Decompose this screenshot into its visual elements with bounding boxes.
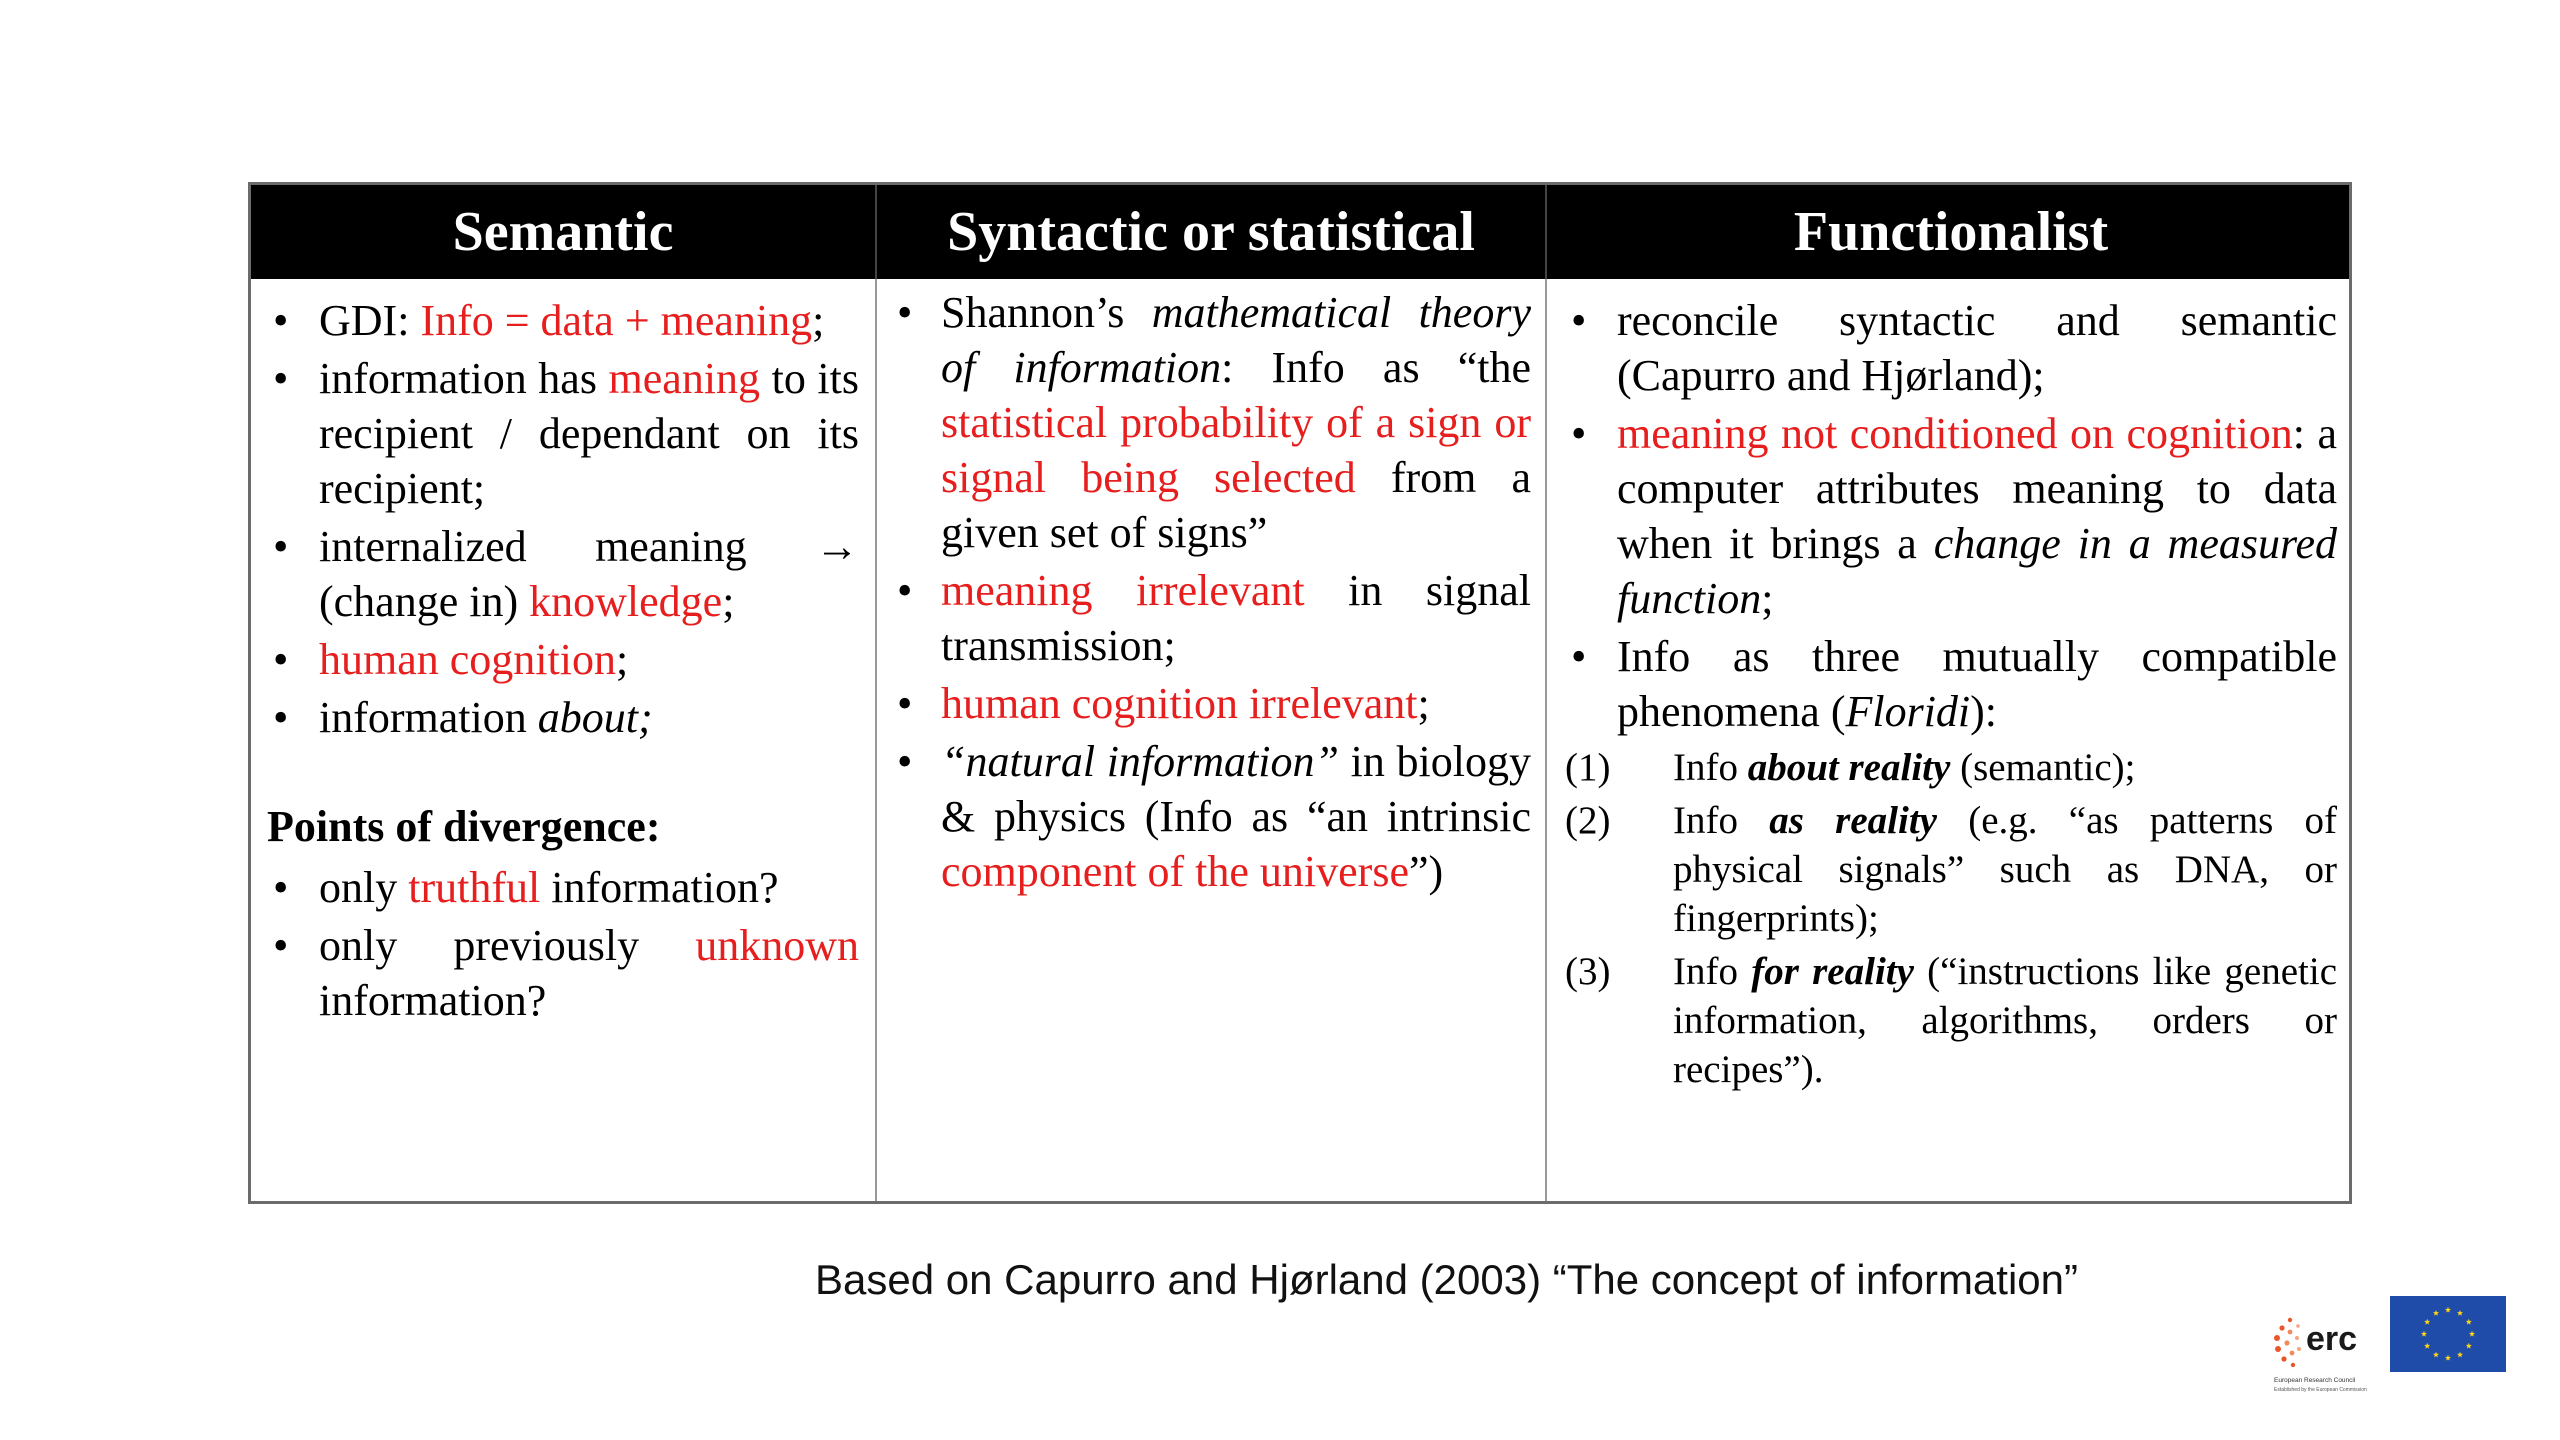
list-item (267, 293, 859, 348)
text: information has (319, 354, 609, 403)
item-number: (2) (1565, 799, 1611, 842)
highlight: knowledge (529, 577, 723, 626)
item-text (1673, 796, 2337, 943)
text: information? (319, 976, 547, 1025)
list-item (267, 860, 859, 915)
text: Info as three mutually compatible phenomena ( (1617, 632, 2337, 736)
text: to its recipient / dependant on its recipient; (319, 354, 860, 513)
item-text (1673, 947, 2337, 1094)
divergence-title: Points of divergence: (267, 802, 661, 851)
highlight: component of the universe (941, 847, 1409, 896)
erc-logo (2268, 1290, 2383, 1400)
erc-dots-icon (2274, 1318, 2301, 1367)
bold-italic-text: for reality (1751, 950, 1914, 993)
text: ”) (1408, 847, 1444, 896)
list-item (1565, 629, 2337, 739)
text: from a given set of signs” (941, 453, 1532, 557)
header-semantic: Semantic (251, 185, 877, 279)
highlight: unknown (695, 921, 859, 970)
text: ; (615, 635, 629, 684)
text: (“instructions like genetic information, algorithms, orders or recipes”). (1673, 950, 2337, 1091)
source-caption: Based on Capurro and Hjørland (2003) “The concept of information” (815, 1256, 2078, 1303)
list-item (1565, 406, 2337, 626)
header-functionalist: Functionalist (1793, 201, 2109, 263)
comparison-table (248, 182, 2352, 1204)
highlight: truthful (408, 863, 541, 912)
bold-italic-text: as reality (1769, 799, 1937, 842)
list-item (891, 563, 1531, 673)
functionalist-list (1565, 293, 2337, 739)
item-number: (1) (1565, 746, 1611, 789)
syntactic-list (891, 285, 1531, 899)
italic-text: Floridi (1845, 687, 1971, 736)
eu-flag-icon (2390, 1296, 2506, 1372)
erc-tagline: European Research Council (2274, 1377, 2356, 1384)
list-item (1565, 947, 2337, 1094)
item-number: (3) (1565, 950, 1611, 993)
list-item (891, 676, 1531, 731)
text: only (319, 863, 409, 912)
italic-text: mathematical theory of information (941, 288, 1531, 392)
text: in biology & physics (Info as “an intrinsic (941, 737, 1531, 841)
list-item (267, 632, 859, 687)
list-item (267, 918, 859, 1028)
text: ; (1417, 679, 1430, 728)
list-item (891, 734, 1531, 899)
text: (semantic); (1950, 746, 2136, 789)
list-item (267, 351, 859, 516)
italic-text: change in a measured function (1617, 519, 2337, 623)
italic-text: “natural information” (941, 737, 1339, 786)
highlight: Info = data + meaning (420, 296, 813, 345)
highlight: meaning irrelevant (941, 566, 1305, 615)
list-item (267, 519, 859, 629)
text: Shannon’s (941, 288, 1152, 337)
text: ): (1970, 687, 1998, 736)
text: Info (1673, 950, 1752, 993)
text: reconcile syntactic and semantic (Capurro and Hjørland); (1617, 296, 2337, 400)
text: GDI: (319, 296, 421, 345)
text: information (319, 693, 538, 742)
item-text (1673, 743, 2337, 792)
list-item (1565, 796, 2337, 943)
highlight: meaning (608, 354, 761, 403)
text: ; (1761, 574, 1774, 623)
highlight: human cognition irrelevant (941, 679, 1418, 728)
highlight: human cognition (319, 635, 616, 684)
table-header-row (251, 185, 2349, 279)
semantic-column (251, 279, 877, 1201)
header-syntactic: Syntactic or statistical (877, 185, 1547, 279)
text: (e.g. “as patterns of physical signals” such as DNA, or fingerprints); (1673, 799, 2337, 940)
text: : a computer attributes meaning to data when it brings a (1617, 409, 2337, 568)
text: : Info as “the (1221, 343, 1531, 392)
erc-wordmark: erc (2306, 1320, 2358, 1358)
text: ; (812, 296, 825, 345)
text: Info (1673, 746, 1748, 789)
text: ; (722, 577, 735, 626)
functionalist-column (1547, 279, 2355, 1201)
text: in signal transmission; (941, 566, 1531, 670)
divergence-list (267, 860, 859, 1028)
list-item (891, 285, 1531, 560)
highlight: statistical probability of a sign or signal being selected (941, 398, 1531, 502)
table-body-row (251, 279, 2349, 1201)
list-item (1565, 743, 2337, 792)
text: only previously (319, 921, 696, 970)
bold-italic-text: about reality (1747, 746, 1951, 789)
erc-subtagline: Established by the European Commission (2274, 1387, 2367, 1393)
text: internalized meaning → (change in) (319, 522, 859, 626)
text: information? (540, 863, 779, 912)
list-item (1565, 293, 2337, 403)
syntactic-column (877, 279, 1547, 1201)
italic-text: about; (537, 693, 653, 742)
text: Info (1673, 799, 1770, 842)
semantic-list (267, 293, 859, 745)
phenomena-list (1565, 743, 2337, 1094)
list-item (267, 690, 859, 745)
highlight: meaning not conditioned on cognition (1617, 409, 2293, 458)
